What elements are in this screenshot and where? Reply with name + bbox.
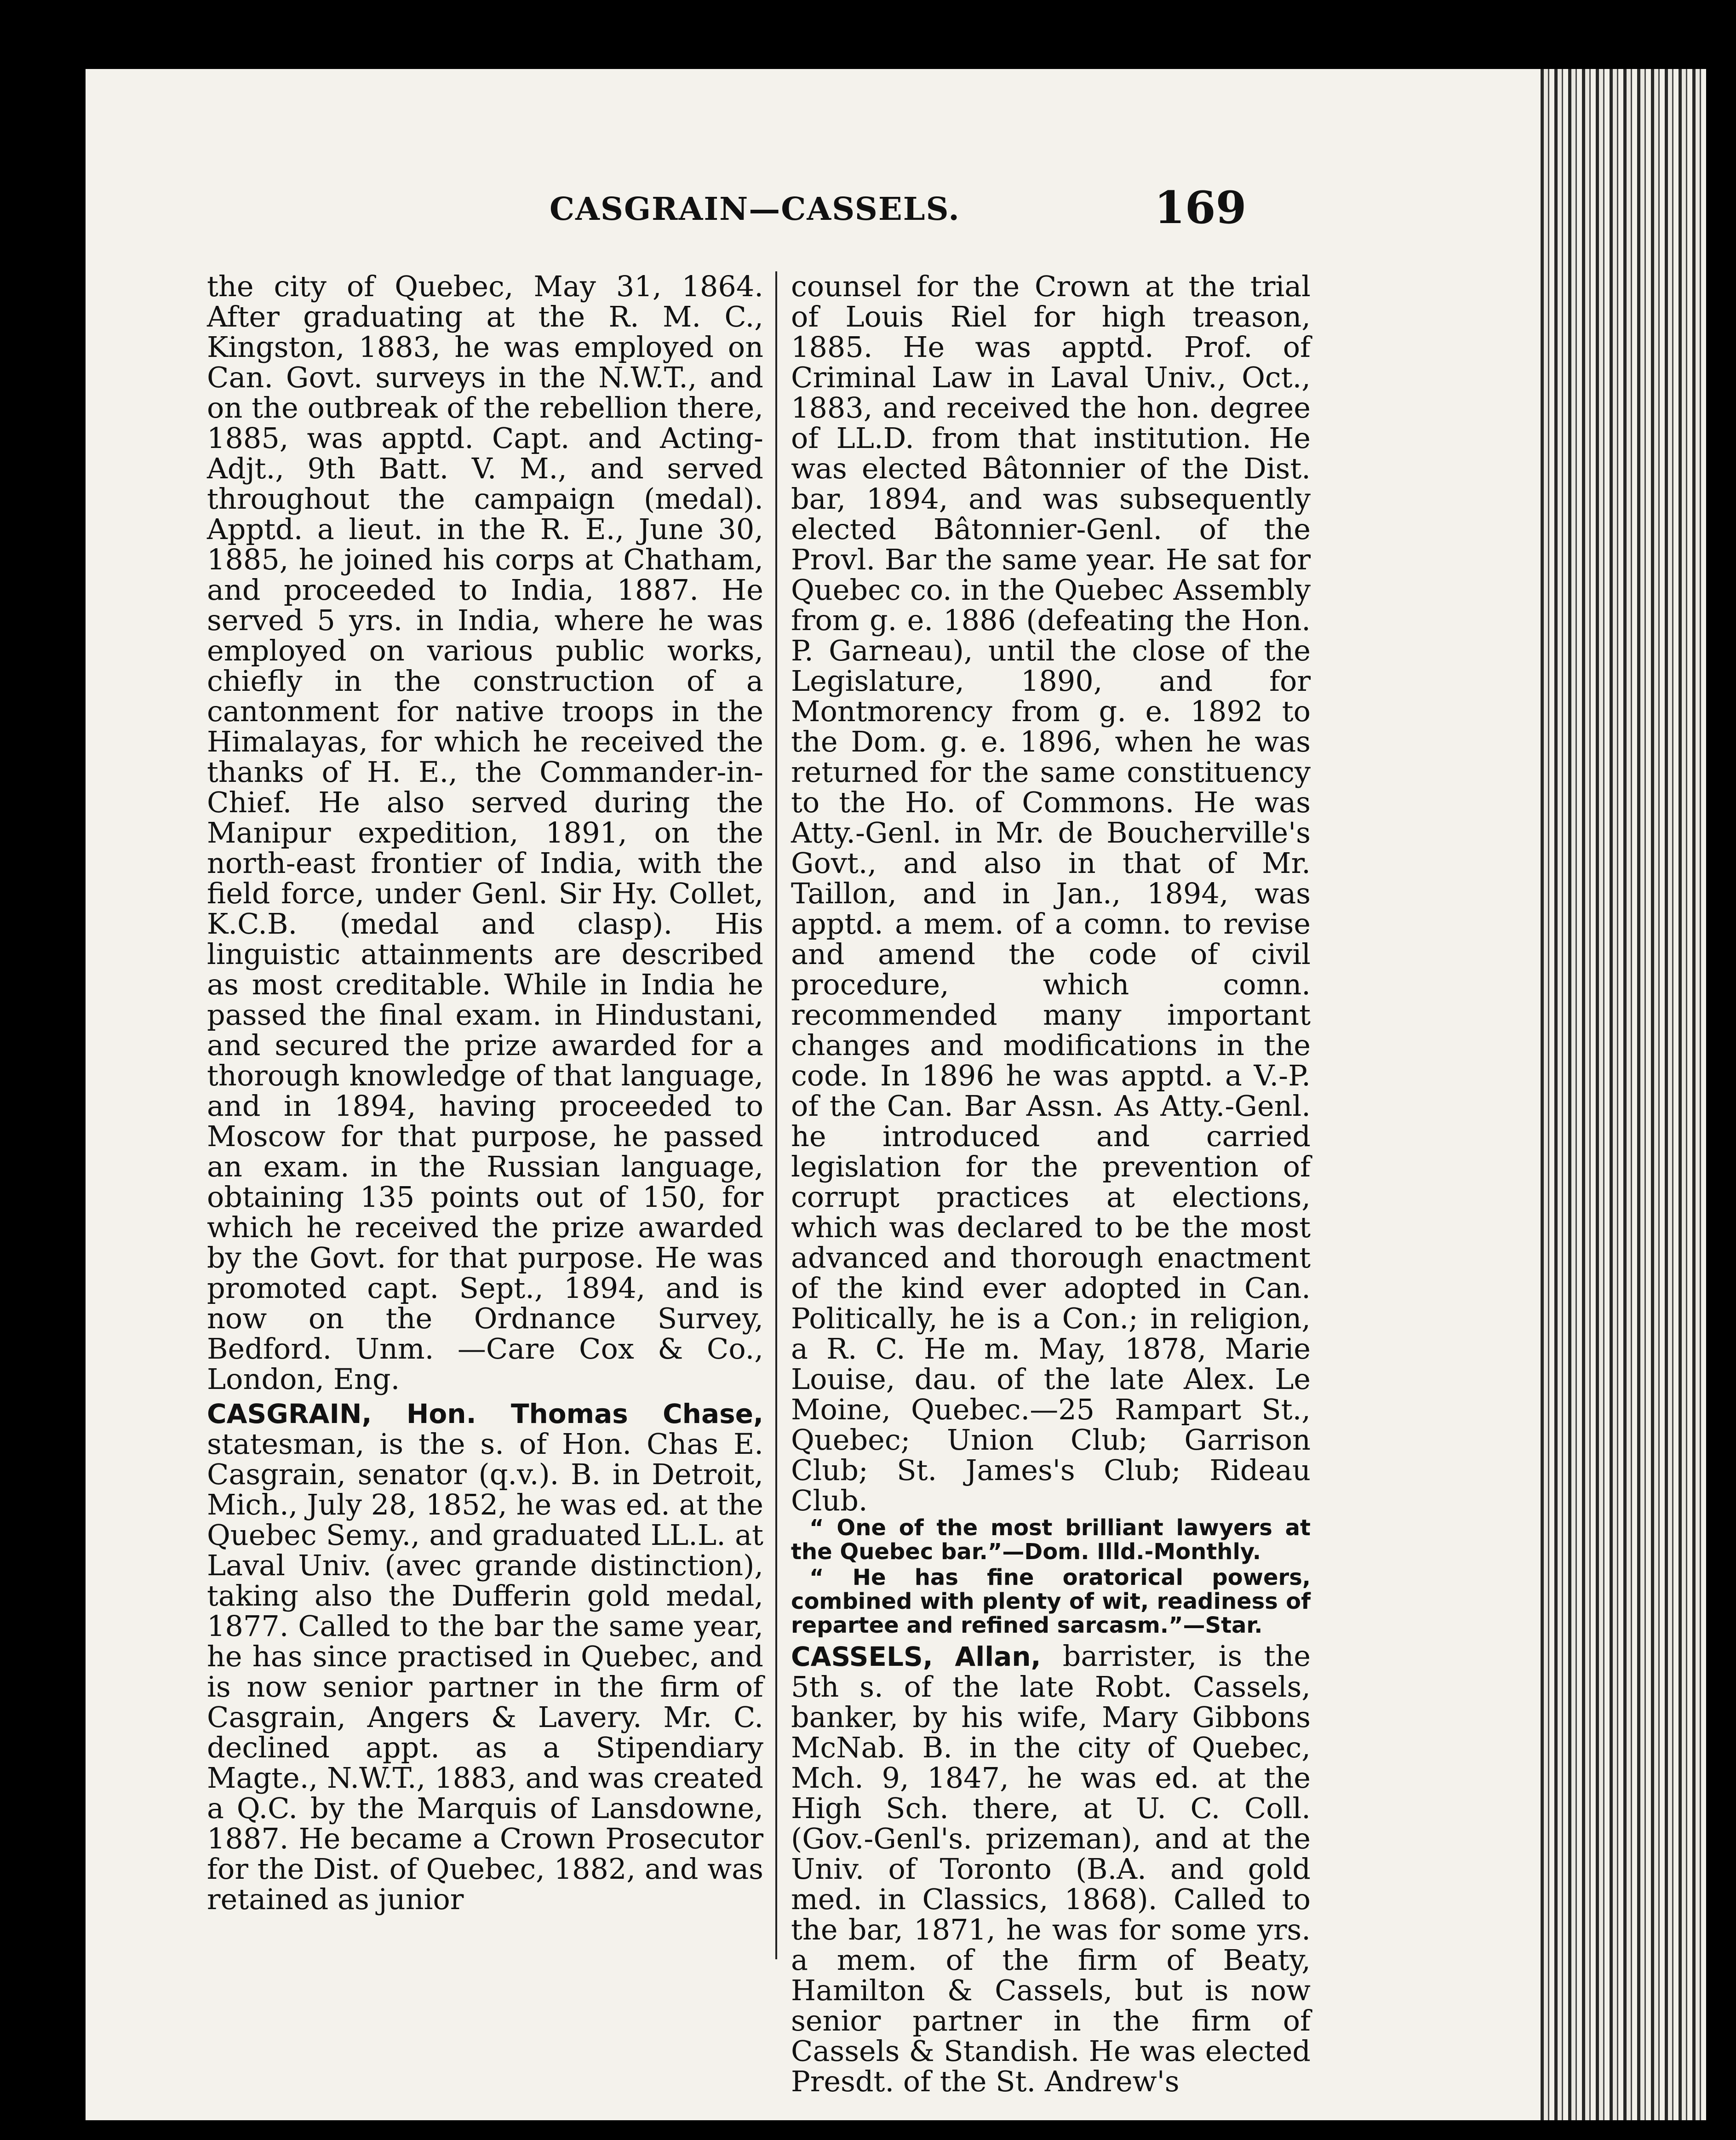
left-column <box>207 271 763 1915</box>
page-gutter-edge <box>1541 69 1706 2120</box>
entry-headword: CASGRAIN, Hon. Thomas Chase, <box>207 1398 763 1429</box>
entry-headword: CASSELS, Allan, <box>791 1641 1041 1672</box>
entry-continuation: counsel for the Crown at the trial of Louis Riel for high treason, 1885. He was apptd. Prof. of Criminal Law in Laval Univ., Oct., 1883, and received the hon. degree of LL.D. from that institution. He was elected Bâtonnier of the Dist. bar, 1894, and was subsequently elected Bâtonnier-Genl. of the Provl. Bar the same year. He sat for Quebec co. in the Quebec Assembly from g. e. 1886 (defeating the Hon. P. Garneau), until the close of the Legislature, 1890, and for Montmorency from g. e. 1892 to the Dom. g. e. 1896, when he was returned for the same constituency to the Ho. of Commons. He was Atty.-Genl. in Mr. de Boucherville's Govt., and also in that of Mr. Taillon, and in Jan., 1894, was apptd. a mem. of a comn. to revise and amend the code of civil procedure, which comn. recommended many important changes and modifications in the code. In 1896 he was apptd. a V.-P. of the Can. Bar Assn. As Atty.-Genl. he introduced and carried legislation for the prevention of corrupt practices at elections, which was declared to be the most advanced and thorough enactment of the kind ever adopted in Can. Politically, he is a Con.; in religion, a R. C. He m. May, 1878, Marie Louise, dau. of the late Alex. Le Moine, Quebec.—25 Rampart St., Quebec; Union Club; Garrison Club; St. James's Club; Rideau Club. <box>791 270 1311 1517</box>
page-number: 169 <box>1154 182 1247 234</box>
entry-text: barrister, is the 5th s. of the late Robt. Cassels, banker, by his wife, Mary Gibbons McNab. B. in the city of Quebec, Mch. 9, 1847, he was ed. at the High Sch. there, at U. C. Coll. (Gov.-Genl's. prizeman), and at the Univ. of Toronto (B.A. and gold med. in Classics, 1868). Called to the bar, 1871, he was for some yrs. a mem. of the firm of Beaty, Hamilton & Cassels, but is now senior partner in the firm of Cassels & Standish. He was elected Presdt. of the St. Andrew's <box>791 1639 1311 2098</box>
press-quote: “ One of the most brilliant lawyers at the Quebec bar.”—Dom. Illd.-Monthly. <box>791 1515 1311 1565</box>
book-page <box>69 69 1706 2120</box>
press-quote: “ He has fine oratorical powers, combined with plenty of wit, readiness of repartee and refined sarcasm.”—Star. <box>791 1565 1311 1638</box>
running-head: CASGRAIN—CASSELS. <box>550 191 960 228</box>
page-header <box>69 182 1476 255</box>
entry-cassels <box>791 1641 1311 2097</box>
right-column <box>791 271 1311 2097</box>
page-left-edge <box>69 69 86 2120</box>
entry-casgrain <box>207 1398 763 1915</box>
column-divider <box>775 271 777 1959</box>
entry-text: statesman, is the s. of Hon. Chas E. Casgrain, senator (q.v.). B. in Detroit, Mich., July 28, 1852, he was ed. at the Quebec Semy., and graduated LL.L. at Laval Univ. (avec grande distinction), taking also the Dufferin gold medal, 1877. Called to the bar the same year, he has since practised in Quebec, and is now senior partner in the firm of Casgrain, Angers & Lavery. Mr. C. declined appt. as a Stipendiary Magte., N.W.T., 1883, and was created a Q.C. by the Marquis of Lansdowne, 1887. He became a Crown Prosecutor for the Dist. of Quebec, 1882, and was retained as junior <box>207 1427 763 1916</box>
entry-continuation: the city of Quebec, May 31, 1864. After graduating at the R. M. C., Kingston, 1883, he was employed on Can. Govt. surveys in the N.W.T., and on the outbreak of the rebellion there, 1885, was apptd. Capt. and Acting-Adjt., 9th Batt. V. M., and served throughout the campaign (medal). Apptd. a lieut. in the R. E., June 30, 1885, he joined his corps at Chatham, and proceeded to India, 1887. He served 5 yrs. in India, where he was employed on various public works, chiefly in the construction of a cantonment for native troops in the Himalayas, for which he received the thanks of H. E., the Commander-in-Chief. He also served during the Manipur expedition, 1891, on the north-east frontier of India, with the field force, under Genl. Sir Hy. Collet, K.C.B. (medal and clasp). His linguistic attainments are described as most creditable. While in India he passed the final exam. in Hindustani, and secured the prize awarded for a thorough knowledge of that language, and in 1894, having proceeded to Moscow for that purpose, he passed an exam. in the Russian language, obtaining 135 points out of 150, for which he received the prize awarded by the Govt. for that purpose. He was promoted capt. Sept., 1894, and is now on the Ordnance Survey, Bedford. Unm. —Care Cox & Co., London, Eng. <box>207 270 763 1396</box>
